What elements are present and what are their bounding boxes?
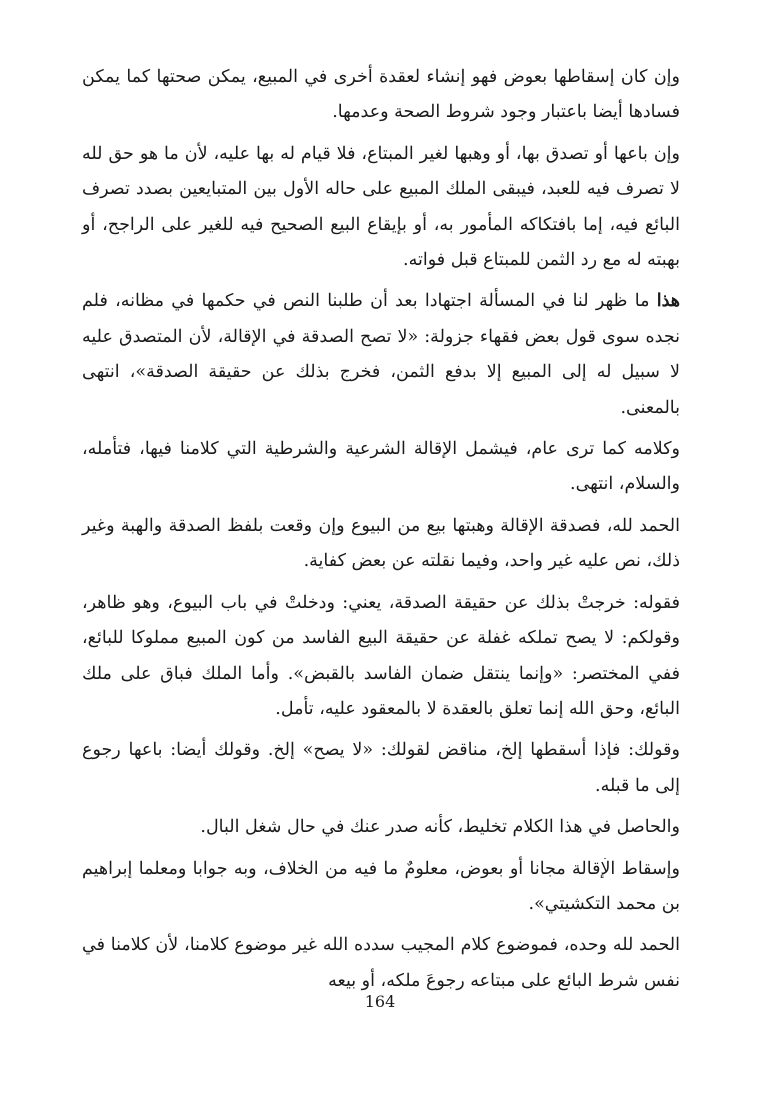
- paragraph-9-text: وإسقاط الإقالة مجانا أو بعوض، معلومٌ ما فيه من الخلاف، وبه جوابا ومعلما إبراهيم بن محمد التكشيتي».: [82, 858, 680, 914]
- paragraph-3-text: ما ظهر لنا في المسألة اجتهادا بعد أن طلبنا النص في حكمها في مظانه، فلم نجده سوى قول بعض فقهاء جزولة: «لا تصح الصدقة في الإقالة، لأن المتصدق عليه لا سبيل له إلى المبيع إلا بدفع الثمن، فخرج بذلك عن حقيقة الصدقة»، انتهى بالمعنى.: [82, 291, 680, 418]
- paragraph-2-text: وإن باعها أو تصدق بها، أو وهبها لغير المبتاع، فلا قيام له بها عليه، لأن ما هو حق لله لا تصرف فيه للعبد، فيبقى الملك المبيع على حاله الأول بين المتبايعين بصدد تصرف البائع فيه، إما بافتكاكه المأمور به، أو بإيقاع البيع الصحيح فيه للغير على الراجح، أو بهبته له مع رد الثمن للمبتاع قبل فواته.: [82, 143, 680, 271]
- paragraph-2: [82, 137, 680, 279]
- paragraph-10: [82, 928, 680, 999]
- paragraph-9: [82, 852, 680, 923]
- scan-speck: [604, 858, 606, 859]
- paragraph-5-text: الحمد لله، فصدقة الإقالة وهبتها بيع من البيوع وإن وقعت بلفظ الصدقة والهبة وغير ذلك، نص عليه غير واحد، وفيما نقلته عن بعض كفاية.: [82, 515, 680, 572]
- paragraph-6-text: فقوله: خرجتْ بذلك عن حقيقة الصدقة، يعني: ودخلتْ في باب البيوع، وهو ظاهر، وقولكم: لا يصح تملكه غفلة عن حقيقة البيع الفاسد من كون المبيع مملوكا للبائع، ففي المختصر: «وإنما ينتقل ضمان الفاسد بالقبض». وأما الملك فباق على ملك البائع، وحق الله إنما تعلق بالعقدة لا بالمعقود عليه، تأمل.: [82, 592, 680, 719]
- paragraph-3: [82, 284, 680, 426]
- paragraph-1-text: وإن كان إسقاطها بعوض فهو إنشاء لعقدة أخرى في المبيع، يمكن صحتها كما يمكن فسادها أيضا باعتبار وجود شروط الصحة وعدمها.: [82, 67, 680, 123]
- paragraph-8-text: والحاصل في هذا الكلام تخليط، كأنه صدر عنك في حال شغل البال.: [200, 817, 680, 838]
- paragraph-5: [82, 509, 680, 580]
- paragraph-7: [82, 733, 680, 804]
- page-number: 164: [364, 992, 396, 1011]
- paragraph-10-text: الحمد لله وحده، فموضوع كلام المجيب سدده الله غير موضوع كلامنا، لأن كلامنا في نفس شرط البائع على مبتاعه رجوعَ ملكه، أو بيعه: [82, 935, 680, 991]
- paragraph-8: [82, 810, 680, 845]
- paragraph-3-lead: هذا: [656, 291, 680, 312]
- paragraph-7-text: وقولك: فإذا أسقطها إلخ، مناقض لقولك: «لا يصح» إلخ. وقولك أيضا: باعها رجوع إلى ما قبله.: [82, 740, 680, 796]
- body-text: [82, 60, 680, 1005]
- paragraph-1: [82, 60, 680, 131]
- paragraph-4-text: وكلامه كما ترى عام، فيشمل الإقالة الشرعية والشرطية التي كلامنا فيها، فتأمله، والسلام، انتهى.: [82, 439, 680, 495]
- paragraph-6: [82, 586, 680, 728]
- paragraph-4: [82, 432, 680, 503]
